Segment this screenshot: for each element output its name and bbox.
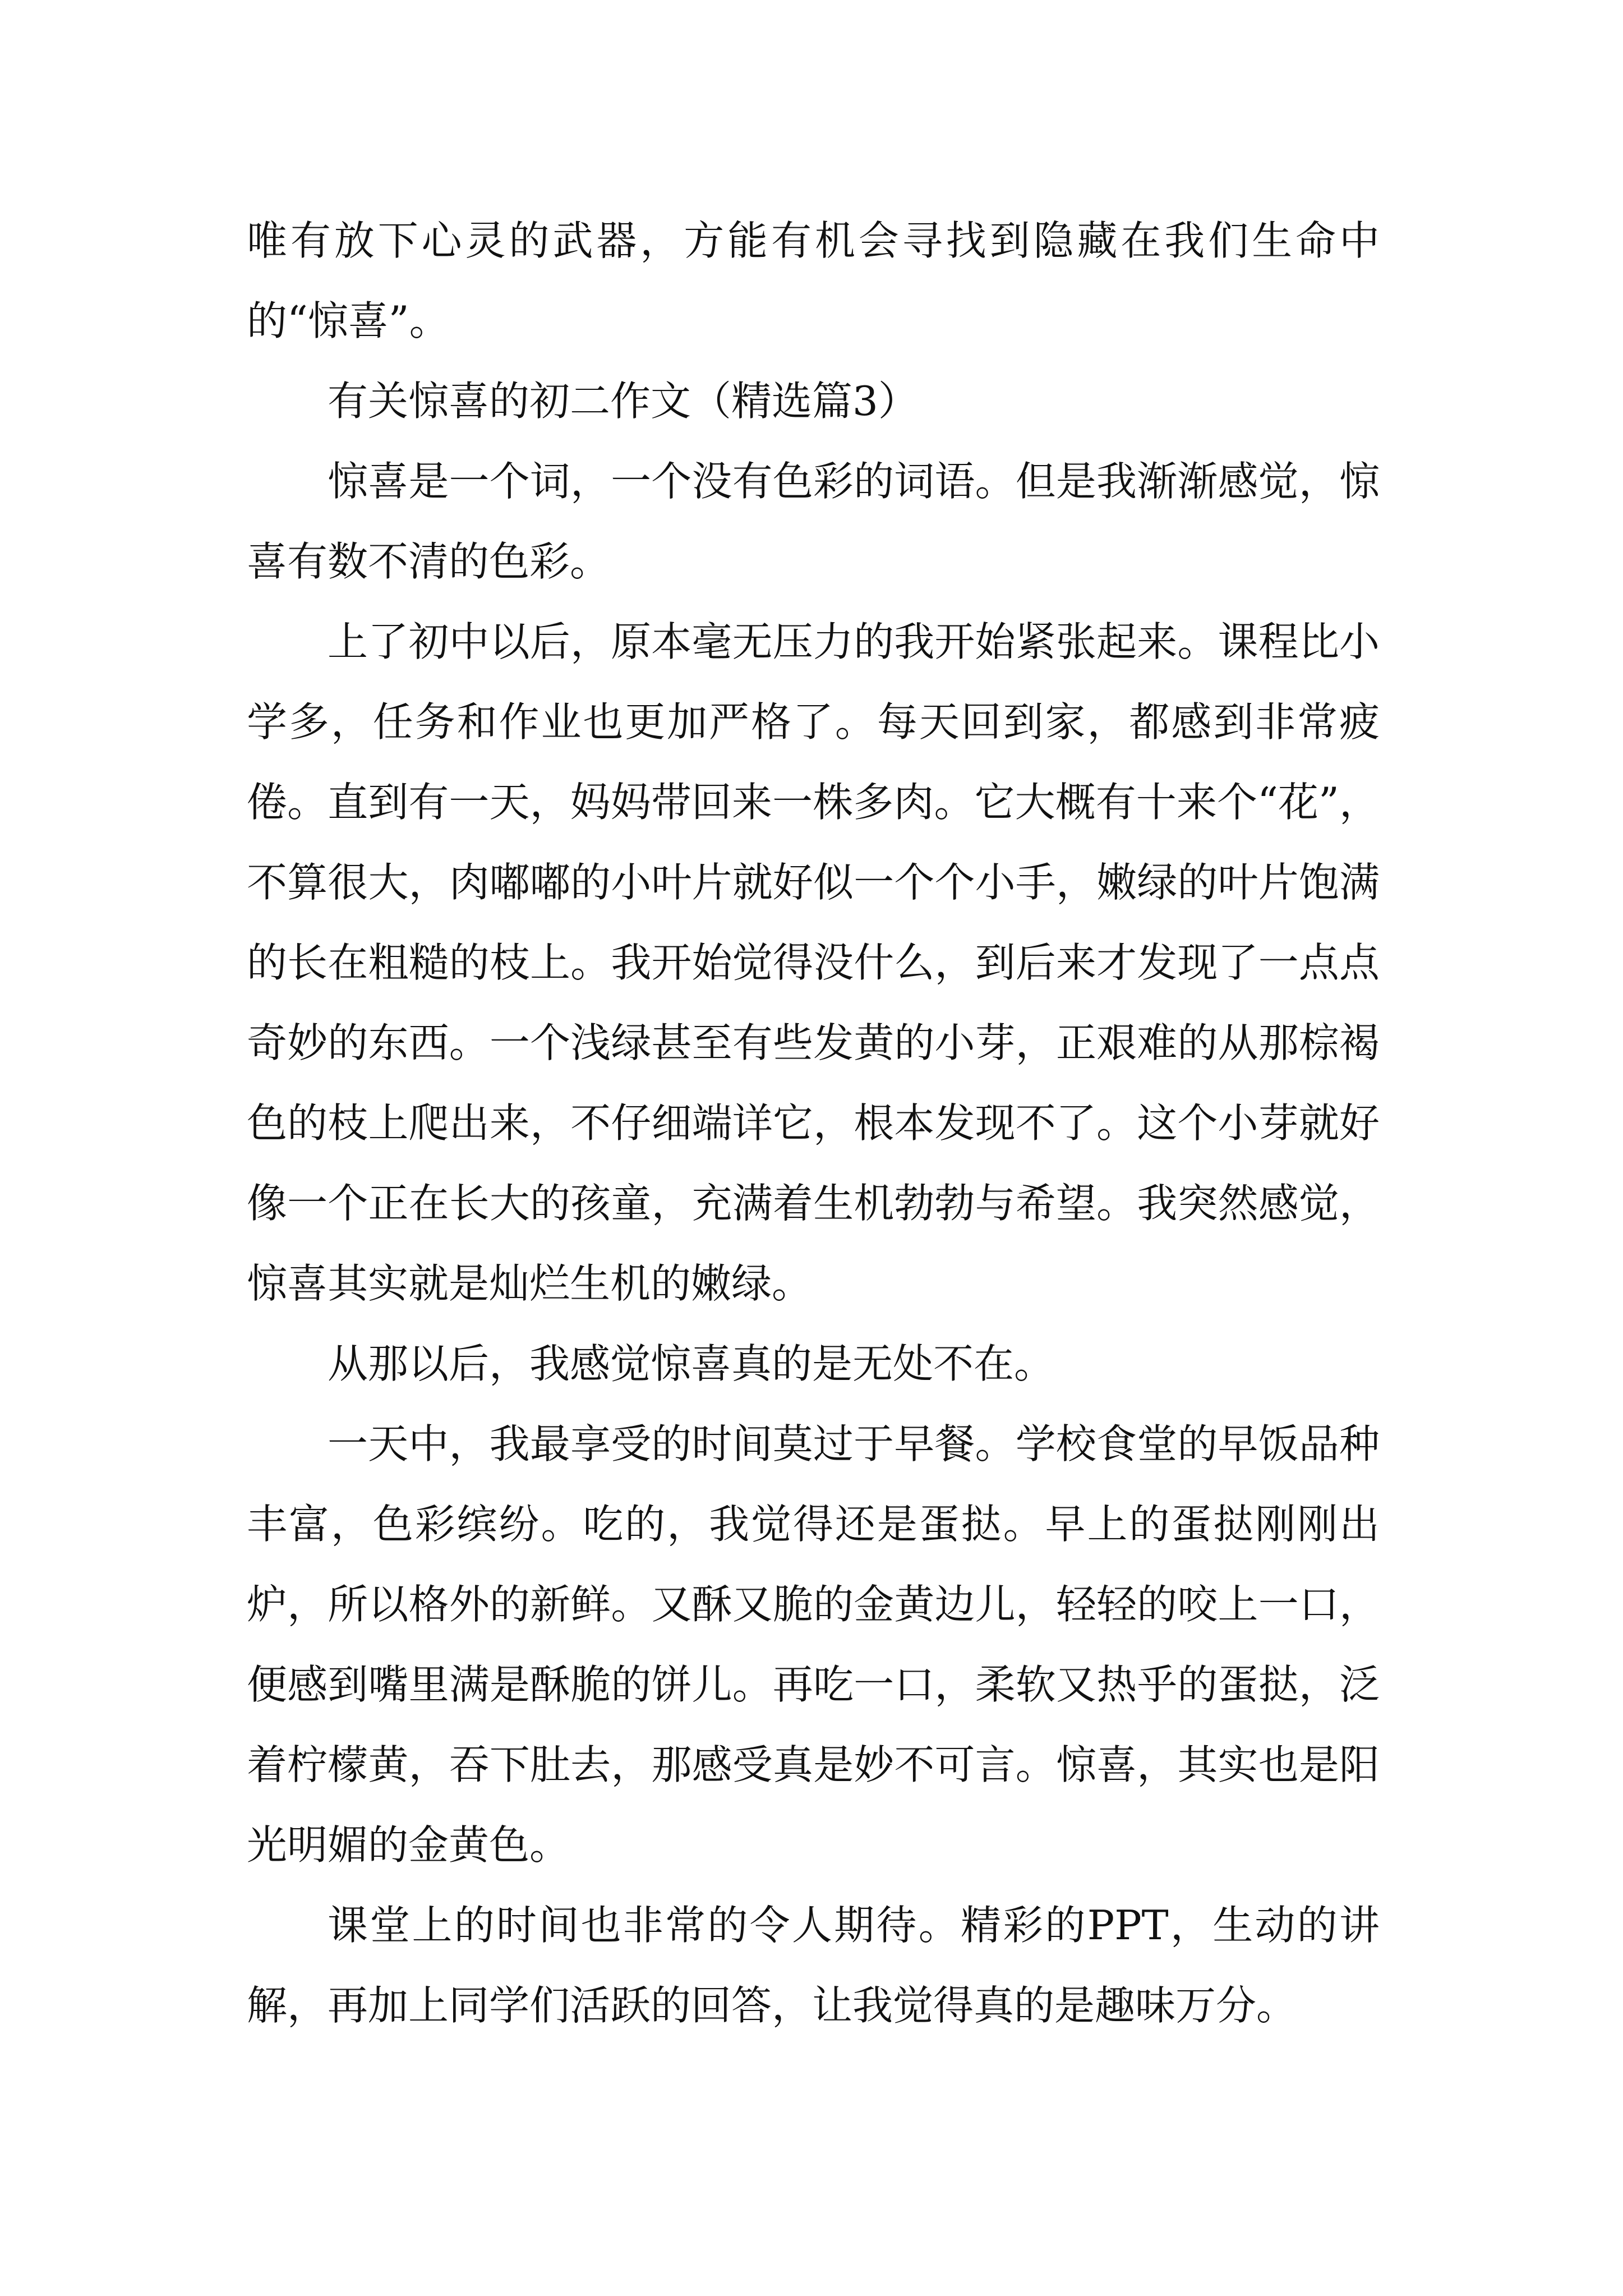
paragraph: 课堂上的时间也非常的令人期待。精彩的PPT，生动的讲解，再加上同学们活跃的回答，让我觉得真的是趣味万分。: [247, 1902, 1380, 2029]
paragraph: 一天中，我最享受的时间莫过于早餐。学校食堂的早饭品种丰富，色彩缤纷。吃的，我觉得还是蛋挞。早上的蛋挞刚刚出炉，所以格外的新鲜。又酥又脆的金黄边儿，轻轻的咬上一口，便感到嘴里满是酥脆的饼儿。再吃一口，柔软又热乎的蛋挞，泛着柠檬黄，吞下肚去，那感受真是妙不可言。惊喜，其实也是阳光明媚的金黄色。: [247, 1420, 1380, 1869]
document-page: [247, 201, 1380, 2046]
paragraph: 惊喜是一个词，一个没有色彩的词语。但是我渐渐感觉，惊喜有数不清的色彩。: [247, 458, 1380, 585]
paragraph: 上了初中以后，原本毫无压力的我开始紧张起来。课程比小学多，任务和作业也更加严格了。每天回到家，都感到非常疲倦。直到有一天，妈妈带回来一株多肉。它大概有十来个“花”，不算很大，肉嘟嘟的小叶片就好似一个个小手，嫩绿的叶片饱满的长在粗糙的枝上。我开始觉得没什么，到后来才发现了一点点奇妙的东西。一个浅绿甚至有些发黄的小芽，正艰难的从那棕褐色的枝上爬出来，不仔细端详它，根本发现不了。这个小芽就好像一个正在长大的孩童，充满着生机勃勃与希望。我突然感觉，惊喜其实就是灿烂生机的嫩绿。: [247, 618, 1380, 1307]
paragraph: 从那以后，我感觉惊喜真的是无处不在。: [328, 1340, 1055, 1387]
paragraph-continued: 唯有放下心灵的武器，方能有机会寻找到隐藏在我们生命中的“惊喜”。: [247, 217, 1380, 344]
section-heading: 有关惊喜的初二作文（精选篇3）: [328, 378, 919, 425]
